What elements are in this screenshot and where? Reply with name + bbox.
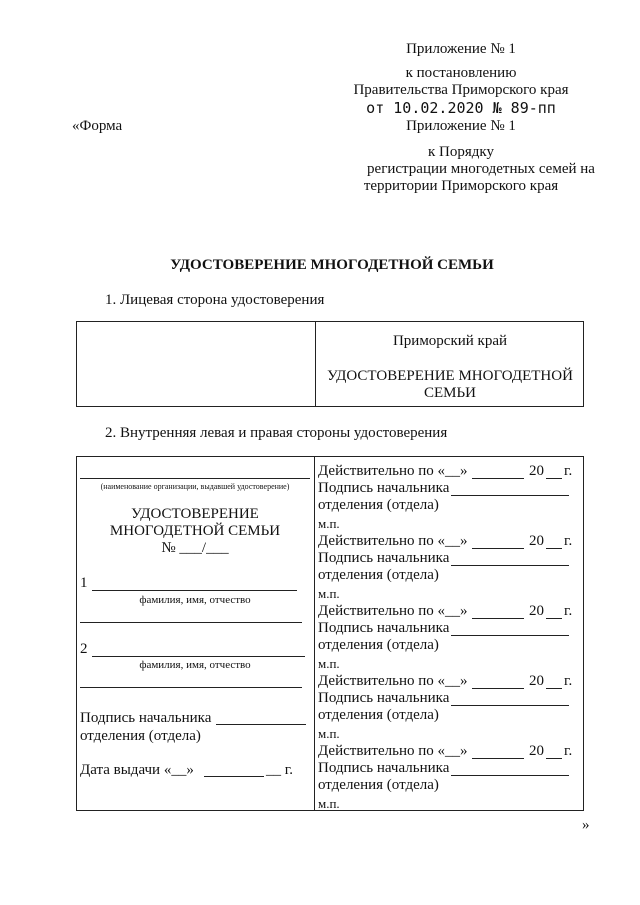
valid-until-g: г. — [564, 533, 573, 549]
stamp-place-label: м.п. — [318, 726, 340, 741]
head-sign-line — [451, 495, 569, 496]
valid-until-year-line — [546, 688, 562, 689]
section1-heading: 1. Лицевая сторона удостоверения — [105, 292, 325, 308]
stamp-place-label: м.п. — [318, 796, 340, 811]
cert-title-line2: СЕМЬИ — [424, 385, 476, 401]
valid-until-g: г. — [564, 463, 573, 479]
head-sign-line — [451, 565, 569, 566]
order-label: к Порядку — [428, 144, 494, 160]
stamp-place-label: м.п. — [318, 516, 340, 531]
member1-name-line — [92, 590, 297, 591]
section2-heading: 2. Внутренняя левая и правая стороны удостоверения — [105, 425, 448, 441]
appendix-label: Приложение № 1 — [406, 41, 516, 57]
cert-number-field: № ___/___ — [161, 540, 229, 556]
front-side-table — [76, 321, 584, 407]
valid-until-year: 20 — [529, 603, 544, 619]
closing-quote: » — [582, 817, 590, 833]
member2-number: 2 — [80, 641, 88, 657]
valid-until-year: 20 — [529, 463, 544, 479]
member1-number: 1 — [80, 575, 88, 591]
valid-until-label: Действительно по «__» — [318, 463, 468, 479]
head-sign-label: Подпись начальника — [318, 620, 450, 636]
order-appendix-label: Приложение № 1 — [406, 118, 516, 134]
valid-until-year: 20 — [529, 743, 544, 759]
valid-until-date-line — [472, 478, 524, 479]
org-name-caption: (наименование организации, выдавшей удостоверение) — [100, 482, 290, 491]
territory-label: территории Приморского края — [363, 178, 559, 194]
left-sign-label: Подпись начальника — [80, 710, 212, 726]
resolution-label: к постановлению — [405, 65, 517, 81]
resolution-date: от 10.02.2020 № 89-пп — [366, 99, 556, 117]
inner-cert-title-line1: УДОСТОВЕРЕНИЕ — [131, 506, 259, 522]
dept-label: отделения (отдела) — [318, 567, 439, 583]
valid-until-label: Действительно по «__» — [318, 533, 468, 549]
inner-side-divider — [314, 457, 315, 810]
valid-until-g: г. — [564, 673, 573, 689]
member2-fio-caption: фамилия, имя, отчество — [139, 659, 251, 671]
left-dept-label: отделения (отдела) — [80, 728, 201, 744]
cert-title-line1: УДОСТОВЕРЕНИЕ МНОГОДЕТНОЙ — [327, 368, 573, 384]
inner-cert-title-line2: МНОГОДЕТНОЙ СЕМЬИ — [109, 523, 281, 539]
left-sign-line — [216, 724, 306, 725]
valid-until-year: 20 — [529, 673, 544, 689]
valid-until-label: Действительно по «__» — [318, 673, 468, 689]
dept-label: отделения (отдела) — [318, 637, 439, 653]
stamp-place-label: м.п. — [318, 656, 340, 671]
valid-until-date-line — [472, 618, 524, 619]
member2-name-line — [92, 656, 305, 657]
issue-date-line — [204, 776, 264, 777]
government-label: Правительства Приморского края — [353, 82, 569, 98]
head-sign-line — [451, 705, 569, 706]
valid-until-g: г. — [564, 743, 573, 759]
org-name-line — [80, 478, 310, 479]
valid-until-year: 20 — [529, 533, 544, 549]
member1-fio-caption: фамилия, имя, отчество — [139, 594, 251, 606]
head-sign-label: Подпись начальника — [318, 690, 450, 706]
valid-until-label: Действительно по «__» — [318, 743, 468, 759]
head-sign-line — [451, 635, 569, 636]
valid-until-year-line — [546, 758, 562, 759]
valid-until-g: г. — [564, 603, 573, 619]
head-sign-line — [451, 775, 569, 776]
registration-label: регистрации многодетных семей на — [367, 161, 595, 177]
head-sign-label: Подпись начальника — [318, 550, 450, 566]
head-sign-label: Подпись начальника — [318, 480, 450, 496]
dept-label: отделения (отдела) — [318, 497, 439, 513]
valid-until-date-line — [472, 548, 524, 549]
form-label: «Форма — [72, 118, 123, 134]
valid-until-year-line — [546, 548, 562, 549]
valid-until-label: Действительно по «__» — [318, 603, 468, 619]
issue-date-label: Дата выдачи «__» — [80, 762, 194, 778]
dept-label: отделения (отдела) — [318, 777, 439, 793]
valid-until-year-line — [546, 478, 562, 479]
head-sign-label: Подпись начальника — [318, 760, 450, 776]
member2-extra-line — [80, 687, 302, 688]
valid-until-date-line — [472, 758, 524, 759]
member1-extra-line — [80, 622, 302, 623]
valid-until-date-line — [472, 688, 524, 689]
region-label: Приморский край — [392, 333, 508, 349]
stamp-place-label: м.п. — [318, 586, 340, 601]
valid-until-year-line — [546, 618, 562, 619]
dept-label: отделения (отдела) — [318, 707, 439, 723]
issue-date-suffix: __ г. — [266, 762, 293, 778]
document-title: УДОСТОВЕРЕНИЕ МНОГОДЕТНОЙ СЕМЬИ — [170, 257, 494, 273]
